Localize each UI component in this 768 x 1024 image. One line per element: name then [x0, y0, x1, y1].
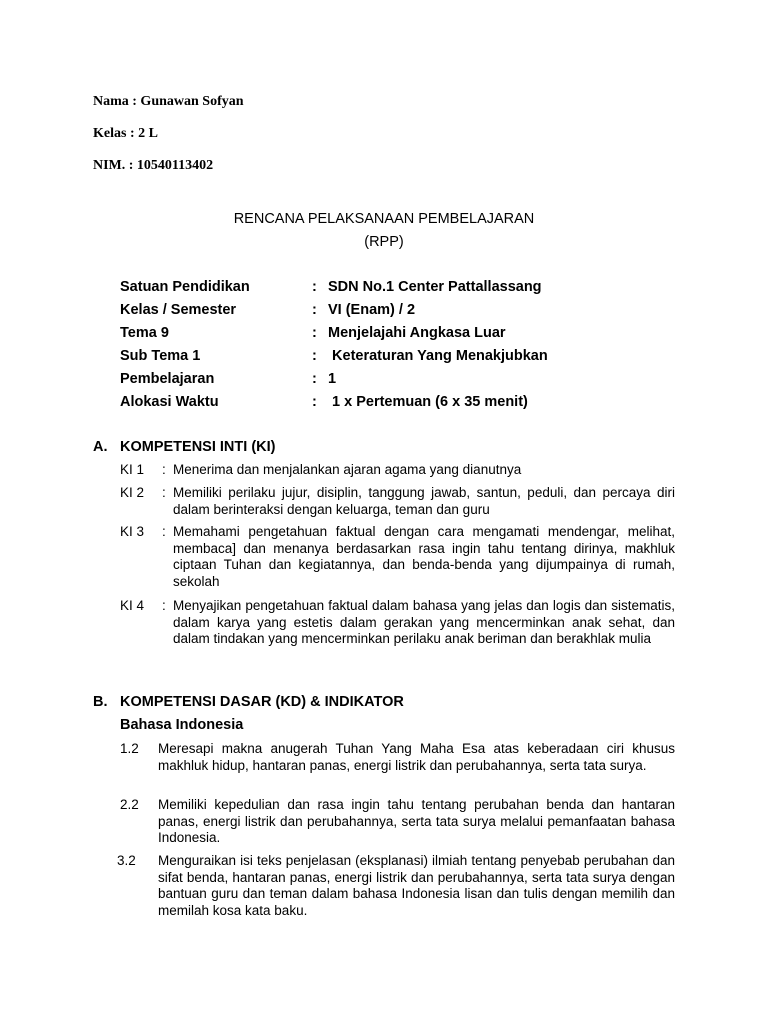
info-label: Satuan Pendidikan [120, 279, 250, 295]
info-value: VI (Enam) / 2 [328, 302, 416, 318]
ki-text: Memahami pengetahuan faktual dengan cara mengamati mendengar, melihat, membaca] dan menanya berdasarkan rasa ingin tahu tentang dirinya, makhluk ciptaan Tuhan dan kegiatannya, dan benda-benda yang dijumpainya di rumah, sekolah [173, 524, 675, 589]
info-value: 1 [328, 371, 337, 387]
info-colon: : [312, 371, 317, 387]
ki-item [120, 462, 675, 479]
kd-number: 3.2 [117, 853, 136, 868]
info-value: 1 x Pertemuan (6 x 35 menit) [328, 394, 528, 410]
info-colon: : [312, 325, 317, 341]
ki-code: KI 3 [120, 524, 145, 539]
section-title: KOMPETENSI DASAR (KD) & INDIKATOR [120, 694, 404, 710]
ki-text: Memiliki perilaku jujur, disiplin, tanggung jawab, santun, peduli, dan percaya diri dalam berinteraksi dengan keluarga, teman dan guru [173, 485, 675, 517]
ki-colon: : [162, 485, 166, 500]
ki-item [120, 485, 675, 518]
ki-code: KI 4 [120, 598, 145, 613]
ki-colon: : [162, 462, 166, 477]
kd-number: 2.2 [120, 797, 139, 812]
ki-item [120, 524, 675, 590]
info-value: Menjelajahi Angkasa Luar [328, 325, 506, 341]
ki-colon: : [162, 524, 166, 539]
info-label: Sub Tema 1 [120, 348, 201, 364]
info-label: Pembelajaran [120, 371, 215, 387]
info-colon: : [312, 279, 317, 295]
student-name: Nama : Gunawan Sofyan [93, 94, 244, 109]
document-subtitle: (RPP) [364, 234, 404, 250]
info-colon: : [312, 348, 317, 364]
section-letter: B. [93, 694, 108, 710]
kd-number: 1.2 [120, 741, 139, 756]
ki-text: Menerima dan menjalankan ajaran agama yang dianutnya [173, 462, 522, 477]
kd-item [120, 797, 675, 847]
kd-text: Memiliki kepedulian dan rasa ingin tahu tentang perubahan benda dan hantaran panas, energi listrik dan perubahannya, serta tata surya melalui pemanfaatan bahasa Indonesia. [158, 797, 675, 845]
info-colon: : [312, 394, 317, 410]
kd-text: Menguraikan isi teks penjelasan (eksplanasi) ilmiah tentang penyebab perubahan dan sifat benda, hantaran panas, energi listrik dan perubahannya, serta tata surya dengan bantuan guru dan teman dalam bahasa Indonesia lisan dan tulis dengan memilih dan memilah kosa kata baku. [158, 853, 675, 918]
info-label: Alokasi Waktu [120, 394, 219, 410]
info-label: Kelas / Semester [120, 302, 237, 318]
kd-item [117, 853, 675, 919]
ki-item [120, 598, 675, 648]
ki-code: KI 1 [120, 462, 145, 477]
section-title: KOMPETENSI INTI (KI) [120, 439, 276, 455]
document-title: RENCANA PELAKSANAAN PEMBELAJARAN [233, 211, 535, 227]
info-value: Keteraturan Yang Menakjubkan [328, 348, 548, 364]
student-class: Kelas : 2 L [93, 126, 158, 141]
ki-code: KI 2 [120, 485, 145, 500]
kd-item [120, 741, 675, 774]
info-colon: : [312, 302, 317, 318]
section-subtitle: Bahasa Indonesia [120, 717, 244, 733]
kd-text: Meresapi makna anugerah Tuhan Yang Maha Esa atas keberadaan ciri khusus makhluk hidup, hantaran panas, energi listrik dan perubahannya, serta tata surya. [158, 741, 675, 773]
student-nim: NIM. : 10540113402 [93, 158, 214, 173]
section-letter: A. [93, 439, 108, 455]
info-value: SDN No.1 Center Pattallassang [328, 279, 542, 295]
info-label: Tema 9 [120, 325, 169, 341]
ki-colon: : [162, 598, 166, 613]
ki-text: Menyajikan pengetahuan faktual dalam bahasa yang jelas dan logis dan sistematis, dalam karya yang estetis dalam gerakan yang mencerminkan anak sehat, dan dalam tindakan yang mencerminkan perilaku anak beriman dan berakhlak mulia [173, 598, 675, 646]
